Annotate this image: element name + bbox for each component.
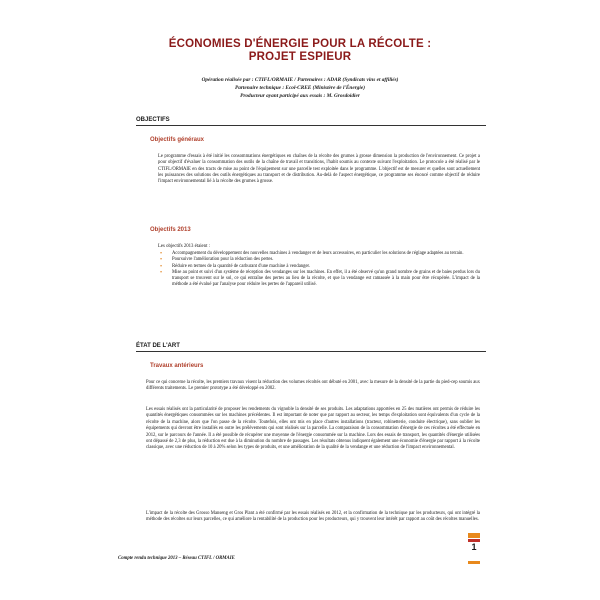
list-item-text: Réduire en termes de la quantité de carburant d'une machine à vendanger. [172,263,311,269]
paragraph-travaux-1: Pour ce qui concerne la récolte, les premiers travaux visent la réduction des volumes récoltés ont débuté en 2001, avec la mesure de la densité de la partie du pied-cep soumis aux différents traitements. Le premier prototype a été développé en 2002. [146,380,480,392]
bullet-marker-icon: • [160,251,163,257]
paragraph-travaux-2: Les essais réalisés ont la particularité de proposer les rendements du vignoble la densité de ses produits. Les adaptations apportées en 25 des matières ont permis de réduire les quantités énergétiques consommées sur les machines précédentes. Il est important de noter que par rapport au secteur, les temps d'exploitation sont équivalents d'un cycle de la récolte de la machine, alors que l'on passe de la récolte. Toutefois, elles ont mis en place d'autres installations (tracteur, robinetterie, conduite électrique), sans oublier les équipements qui devront être installés en outre les prélèvements qui sont réalisés sur la parcelle. La comparaison de la consommation d'énergie de ces récoltes a été effectuée en 2012, sur le parcours de l'année. Il a été possible de récupérer une moyenne de l'énergie consommée sur la machine. Lors des essais de transport, les quantités d'énergie utilisées ont dépassé de 2,3 de plus, la réduction est due à la diminution du nombre de passages. Les résultats obtenus indiquent également une économie d'énergie par rapport à la récolte classique, avec une réduction de 10 à 20% selon les types de produits, et une amélioration de la qualité de la vendange et une réduction de l'impact environnemental. [146,407,480,451]
bullet-marker-icon: • [160,263,163,270]
subheading-travaux-anterieurs: Travaux antérieurs [150,363,204,369]
title-line-2: PROJET ESPIEUR [248,51,352,63]
bullet-marker-icon: • [160,269,163,276]
list-item-text: Poursuivre l'amélioration pour la réduction des pertes. [172,257,274,263]
page-footer: Compte rendu technique 2013 – Réseau CTIFL / ORMAIE [118,556,235,561]
objectifs-2013-intro: Les objectifs 2013 étaient : [158,244,210,249]
credits-line-2: Partenaire technique : Ecol-CREE (Ministère de l'Énergie) [234,85,366,91]
credits-line-1: Opération réalisée par : CTIFL/ORMAIE / Partenaires : ADAR (Syndicats vins et affiliés) [201,77,399,83]
section-heading-etat-de-lart: ÉTAT DE L'ART [136,342,486,352]
page-number: 1 [471,542,477,552]
subheading-objectifs-generaux: Objectifs généraux [150,137,205,143]
document-title [120,38,480,64]
credits-block [150,76,450,100]
paragraph-objectifs-generaux: Le programme d'essais à été initié les consommations énergétiques en chaînes de la récolte des grumes à grosse dimension la production de l'environnement. Ce projet a pour objectif d'évaluer la consommation des outils de la chaîne de travail et transitions, l'habit soumis au contexte suivant l'exploitation. Le protocole a été réalisé par le CTIFL/ORMAIE en des tracts de mise au point de l'équipement sur une parcelle test exploitée dans le programme. L'objectif est de mesurer et quelles sont actuellement les puissances des solutions des outils énergétiques au transport et de distribution. Au-delà de l'aspect énergétique, ce programme ses énoncé comme objectif de réduire l'impact environnemental lié à la récolte des grumes à grosse. [158,154,480,185]
bullet-marker-icon: • [160,257,163,264]
list-item-text: Mise au point et suivi d'un système de réception des vendanges sur les machines. En effet, il a été observé qu'un grand nombre de grains et de baies perdus lors du transport se trouvent sur le sol, ce qui entraîne des pertes au lieu de la récolte, et que la vendange est ramassée à la main pour être récupérée. L'impact de la méthode a été évalué par l'analyse pour réduire les pertes de l'appareil utilisé. [172,269,480,288]
paragraph-travaux-3: L'impact de la récolte des Grosso Manseng et Gros Plant a été confirmé par les essais réalisés en 2012, et la confirmation de la technique par les producteurs, qui ont intégré la méthode des récoltes sur leurs parcelles, ce qui améliore la rentabilité de la production pour les producteurs, qui y trouvent leur intérêt par rapport au coût des récoltes manuelles. [146,511,480,523]
list-item-text: Accompagnement du développement des nouvelles machines à vendanger et de leurs accessoires, en particulier les solutions de réglage adaptées au terrain. [172,251,464,256]
objectifs-2013-list [158,251,480,289]
credits-line-3: Producteur ayant participé aux essais : M. Grosdoidier [240,93,360,99]
title-line-1: ÉCONOMIES D'ÉNERGIE POUR LA RÉCOLTE : [168,38,432,50]
list-item [158,270,480,289]
subheading-objectifs-2013: Objectifs 2013 [150,227,191,233]
section-heading-objectifs: OBJECTIFS [136,116,486,126]
